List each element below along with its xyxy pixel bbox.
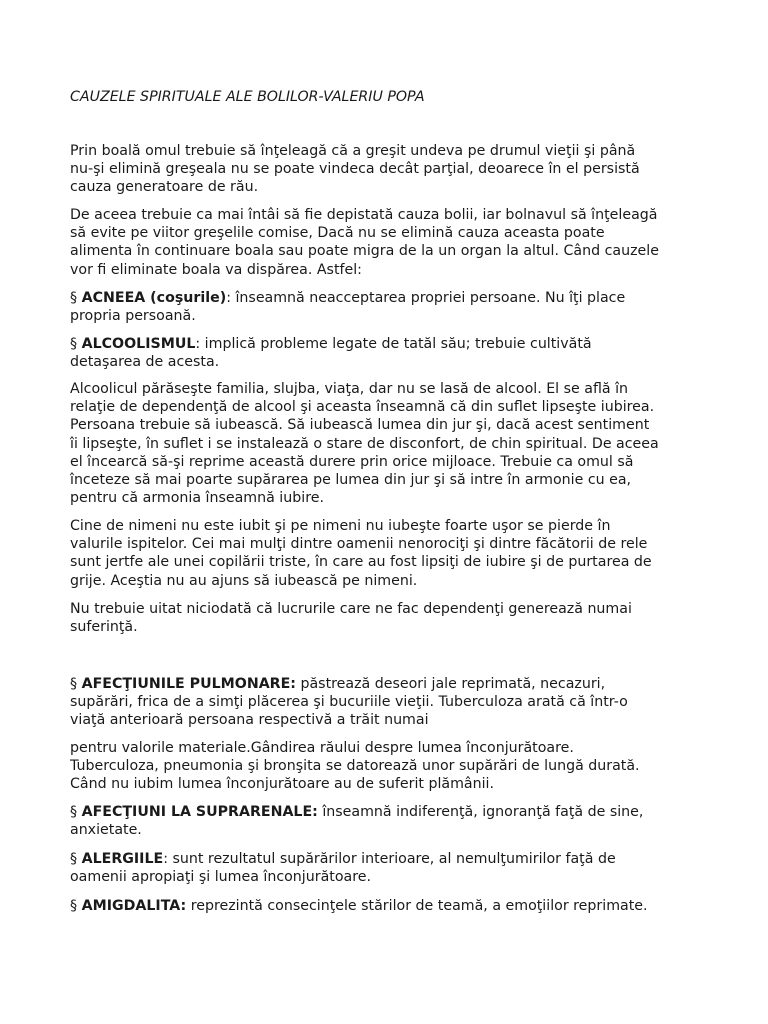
text-line: îi lipseşte, în suflet i se instalează o stare de disconfort, de chin spiritual. De aceea [70, 435, 659, 452]
text-line: pentru valorile materiale.Gândirea răului despre lumea înconjurătoare. [70, 740, 574, 756]
text-line: grije. Aceştia nu au ajuns să iubească pe nimeni. [70, 572, 418, 589]
text-line: Nu trebuie uitat niciodată că lucrurile care ne fac dependenţi generează numai [70, 601, 632, 617]
entry-text: : implică probleme legate de tatăl său; trebuie cultivătă [195, 336, 592, 352]
text-line: nu-şi elimină greşeala nu se poate vindeca decât parţial, deoarece în el persistă [70, 161, 640, 178]
entry-term: AFECŢIUNILE PULMONARE: [81, 676, 296, 692]
section-sign: § [70, 290, 82, 306]
paragraph [70, 206, 706, 279]
entry-acneea [70, 289, 706, 325]
entry-afectiunile-pulmonare [70, 675, 706, 730]
text-line: cauza generatoare de rău. [70, 179, 259, 196]
text-line: detaşarea de acesta. [70, 354, 220, 371]
text-line [70, 289, 706, 307]
text-line: Tuberculoza, pneumonia şi bronşita se datorează unor supărări de lungă durată. [70, 758, 640, 775]
text-line: propria persoană. [70, 308, 196, 325]
entry-term: ACNEEA (coşurile) [81, 290, 227, 306]
text-line: valurile ispitelor. Cei mai mulţi dintre oamenii nenorociţi şi dintre făcătorii de rele [70, 536, 648, 553]
entry-term: AFECŢIUNI LA SUPRARENALE: [81, 804, 318, 820]
text-line: relaţie de dependenţă de alcool şi aceasta înseamnă că din suflet lipseşte iubirea. [70, 399, 655, 416]
text-line [70, 897, 706, 915]
text-line: Cine de nimeni nu este iubit şi pe nimeni nu iubeşte foarte uşor se pierde în [70, 518, 611, 534]
text-line: el încearcă să-şi reprime această durere prin orice mijloace. Trebuie ca omul să [70, 453, 634, 470]
text-line: supărări, frica de a simţi plăcerea şi bucuriile vieţii. Tuberculoza arată că într-o [70, 694, 628, 711]
text-line: vor fi eliminate boala va dispărea. Astfel: [70, 261, 362, 278]
paragraph [70, 600, 706, 636]
text-line [70, 675, 706, 693]
section-sign: § [70, 898, 82, 914]
text-line: anxietate. [70, 822, 142, 839]
entry-text: reprezintă consecinţele stărilor de teamă, a emoţiilor reprimate. [186, 898, 648, 914]
entry-term: ALERGIILE [81, 851, 164, 867]
entry-term: AMIGDALITA: [81, 898, 187, 914]
entry-text: păstrează deseori jale reprimată, necazuri, [295, 676, 606, 692]
text-line [70, 803, 706, 821]
paragraph [70, 380, 706, 507]
paragraph [70, 142, 706, 197]
section-sign: § [70, 676, 82, 692]
text-line: suferinţă. [70, 619, 138, 636]
text-line: să evite pe viitor greşelile comise, Dacă nu se elimină cauza aceasta poate [70, 225, 605, 242]
entry-term: ALCOOLISMUL [81, 336, 196, 352]
text-line: pentru că armonia înseamnă iubire. [70, 490, 324, 507]
text-line: viaţă anterioară persoana respectivă a trăit numai [70, 712, 429, 729]
text-line [70, 335, 706, 353]
text-line: Alcoolicul părăseşte familia, slujba, viaţa, dar nu se lasă de alcool. El se află în [70, 381, 629, 397]
paragraph [70, 517, 706, 590]
section-sign: § [70, 336, 82, 352]
document-title: CAUZELE SPIRITUALE ALE BOLILOR-VALERIU POPA [70, 89, 425, 105]
text-line: oamenii apropiaţi şi lumea înconjurătoare. [70, 869, 371, 886]
text-line: Când nu iubim lumea înconjurătoare au de suferit plămânii. [70, 776, 494, 793]
section-sign: § [70, 804, 82, 820]
entry-alcoolismul [70, 335, 706, 371]
entry-text: : sunt rezultatul supărărilor interioare, al nemulţumirilor faţă de [163, 851, 616, 867]
paragraph [70, 739, 706, 794]
text-line: alimenta în continuare boala sau poate migra de la un organ la altul. Când cauzele [70, 243, 659, 260]
text-line: De aceea trebuie ca mai întâi să fie depistată cauza bolii, iar bolnavul să înţeleagă [70, 207, 658, 223]
text-line: înceteze să mai poarte supărarea pe lumea din jur şi să intre în armonie cu ea, [70, 472, 632, 489]
text-line: sunt jertfe ale unei copilării triste, în care au fost lipsiţi de iubire şi de purtarea de [70, 554, 652, 571]
entry-alergiile [70, 850, 706, 886]
text-line: Persoana trebuie să iubească. Să iubească lumea din jur şi, dacă acest sentiment [70, 417, 650, 434]
entry-amigdalita [70, 897, 706, 915]
entry-afectiuni-suprarenale [70, 803, 706, 839]
text-line [70, 850, 706, 868]
entry-text: : înseamnă neacceptarea propriei persoane. Nu îţi place [226, 290, 626, 306]
text-line: Prin boală omul trebuie să înţeleagă că a greşit undeva pe drumul vieţii şi până [70, 143, 636, 159]
entry-text: înseamnă indiferenţă, ignoranţă faţă de sine, [317, 804, 644, 820]
section-sign: § [70, 851, 82, 867]
